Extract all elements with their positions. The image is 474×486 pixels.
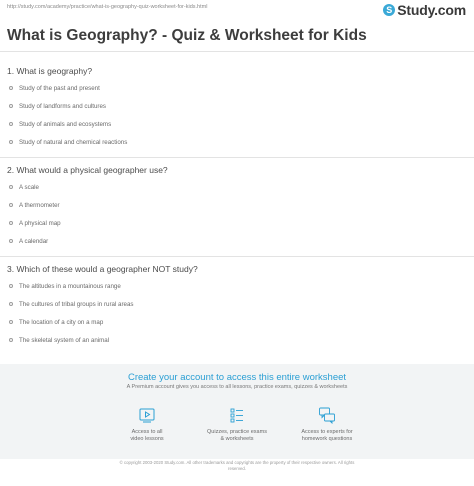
- radio-button[interactable]: [9, 122, 13, 126]
- answer-text: The altitudes in a mountainous range: [19, 282, 121, 290]
- answer-option[interactable]: [9, 299, 134, 309]
- top-bar: [0, 0, 474, 18]
- answer-text: Study of the past and present: [19, 84, 100, 92]
- title-divider: [0, 51, 474, 52]
- radio-button[interactable]: [9, 203, 13, 207]
- answer-text: The cultures of tribal groups in rural areas: [19, 300, 134, 308]
- logo-text: Study.com: [397, 2, 466, 18]
- question-divider: [0, 157, 474, 158]
- feature-experts: [282, 406, 372, 443]
- feature-quizzes: [192, 406, 282, 443]
- answer-text: A scale: [19, 183, 39, 191]
- answer-text: A calendar: [19, 237, 49, 245]
- cta-title[interactable]: Create your account to access this entire worksheet: [127, 372, 347, 383]
- answer-text: Study of animals and ecosystems: [19, 120, 112, 128]
- answer-option[interactable]: [9, 281, 121, 291]
- feature-label: & worksheets: [220, 436, 254, 442]
- feature-label: homework questions: [301, 436, 353, 442]
- radio-button[interactable]: [9, 104, 13, 108]
- question-1: 1. What is geography?: [7, 66, 93, 76]
- radio-button[interactable]: [9, 302, 13, 306]
- cta-subtitle: A Premium account gives you access to all lessons, practice exams, quizzes & worksheets: [126, 384, 348, 390]
- page-title: What is Geography? - Quiz & Worksheet for Kids: [7, 27, 367, 44]
- radio-button[interactable]: [9, 338, 13, 342]
- answer-option[interactable]: [9, 317, 103, 327]
- answer-option[interactable]: [9, 83, 100, 93]
- feature-label: Access to experts for: [301, 429, 353, 435]
- answer-option[interactable]: [9, 182, 39, 192]
- radio-button[interactable]: [9, 221, 13, 225]
- radio-button[interactable]: [9, 140, 13, 144]
- radio-button[interactable]: [9, 239, 13, 243]
- question-2: 2. What would a physical geographer use?: [7, 165, 168, 175]
- answer-option[interactable]: [9, 335, 109, 345]
- copyright-notice: [0, 460, 474, 472]
- feature-video-lessons: [102, 406, 192, 443]
- feature-label: Quizzes, practice exams: [207, 429, 267, 435]
- question-divider: [0, 256, 474, 257]
- chat-bubbles-icon: [318, 406, 336, 424]
- answer-option[interactable]: [9, 101, 106, 111]
- radio-button[interactable]: [9, 320, 13, 324]
- logo-mark-icon: S: [383, 4, 395, 16]
- answer-text: A physical map: [19, 219, 61, 227]
- answer-option[interactable]: [9, 137, 127, 147]
- question-3: 3. Which of these would a geographer NOT study?: [7, 264, 198, 274]
- video-play-icon: [138, 406, 156, 424]
- answer-option[interactable]: [9, 119, 111, 129]
- copyright-line: reserved.: [228, 466, 246, 471]
- answer-text: A thermometer: [19, 201, 60, 209]
- answer-text: The location of a city on a map: [19, 318, 104, 326]
- radio-button[interactable]: [9, 284, 13, 288]
- answer-text: Study of natural and chemical reactions: [19, 138, 128, 146]
- checklist-icon: [228, 406, 246, 424]
- page-url: http://study.com/academy/practice/what-is-geography-quiz-worksheet-for-kids.html: [7, 4, 208, 10]
- answer-option[interactable]: [9, 200, 60, 210]
- answer-text: The skeletal system of an animal: [19, 336, 110, 344]
- answer-option[interactable]: [9, 236, 48, 246]
- feature-label: Access to all: [131, 429, 163, 435]
- copyright-line: © copyright 2003-2020 Study.com. All other trademarks and copyrights are the property of their respective owners. All rights: [119, 460, 355, 465]
- answer-text: Study of landforms and cultures: [19, 102, 107, 110]
- radio-button[interactable]: [9, 86, 13, 90]
- study-logo[interactable]: [383, 2, 466, 18]
- answer-option[interactable]: [9, 218, 61, 228]
- radio-button[interactable]: [9, 185, 13, 189]
- feature-label: video lessons: [130, 436, 164, 442]
